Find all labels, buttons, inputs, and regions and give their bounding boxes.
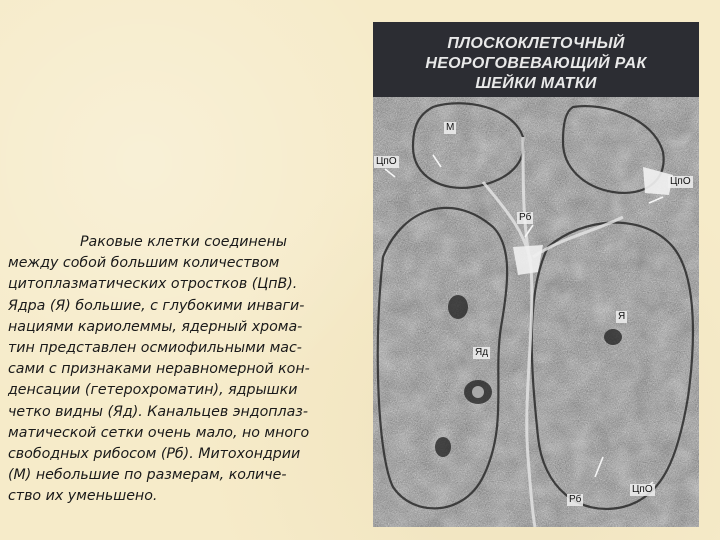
label-ribosomes: Рб — [519, 212, 532, 223]
label-cytoplasmic-process: ЦпО — [632, 484, 653, 495]
description-line: четко видны (Яд). Канальцев эндоплаз- — [8, 403, 308, 420]
label-nucleus: Я — [618, 311, 626, 322]
description-line: свободных рибосом (Рб). Митохондрии — [8, 446, 301, 463]
description-line: (М) небольшие по размерам, количе- — [8, 467, 287, 484]
description-line: между собой большим количеством — [8, 255, 280, 272]
micrograph-figure — [373, 22, 699, 527]
description-text — [8, 232, 370, 508]
description-line: денсации (гетерохроматин), ядрышки — [8, 382, 298, 399]
description-line: тин представлен осмиофильными мас- — [8, 340, 302, 357]
label-ribosomes: Рб — [569, 494, 582, 505]
description-line: Ядра (Я) большие, с глубокими инваги- — [8, 297, 305, 314]
description-line: Раковые клетки соединены — [80, 234, 287, 250]
description-line: матической сетки очень мало, но много — [8, 424, 310, 441]
figure-title — [373, 22, 699, 97]
figure-title-line: НЕОРОГОВЕВАЮЩИЙ РАК — [425, 55, 647, 72]
description-line: ство их уменьшено. — [8, 488, 158, 505]
description-line: нациями кариолеммы, ядерный хрома- — [8, 318, 303, 335]
label-mitochondria: М — [446, 122, 455, 133]
figure-title-line: ШЕЙКИ МАТКИ — [475, 75, 597, 92]
label-nucleolus: Яд — [475, 347, 489, 358]
description-line: цитоплазматических отростков (ЦпВ). — [8, 276, 298, 293]
electron-micrograph-image — [373, 97, 699, 527]
label-cytoplasmic-process: ЦпО — [376, 156, 397, 167]
description-line: сами с признаками неравномерной кон- — [8, 361, 310, 378]
figure-title-line: ПЛОСКОКЛЕТОЧНЫЙ — [447, 35, 625, 52]
label-cytoplasmic-process: ЦпО — [670, 176, 691, 187]
